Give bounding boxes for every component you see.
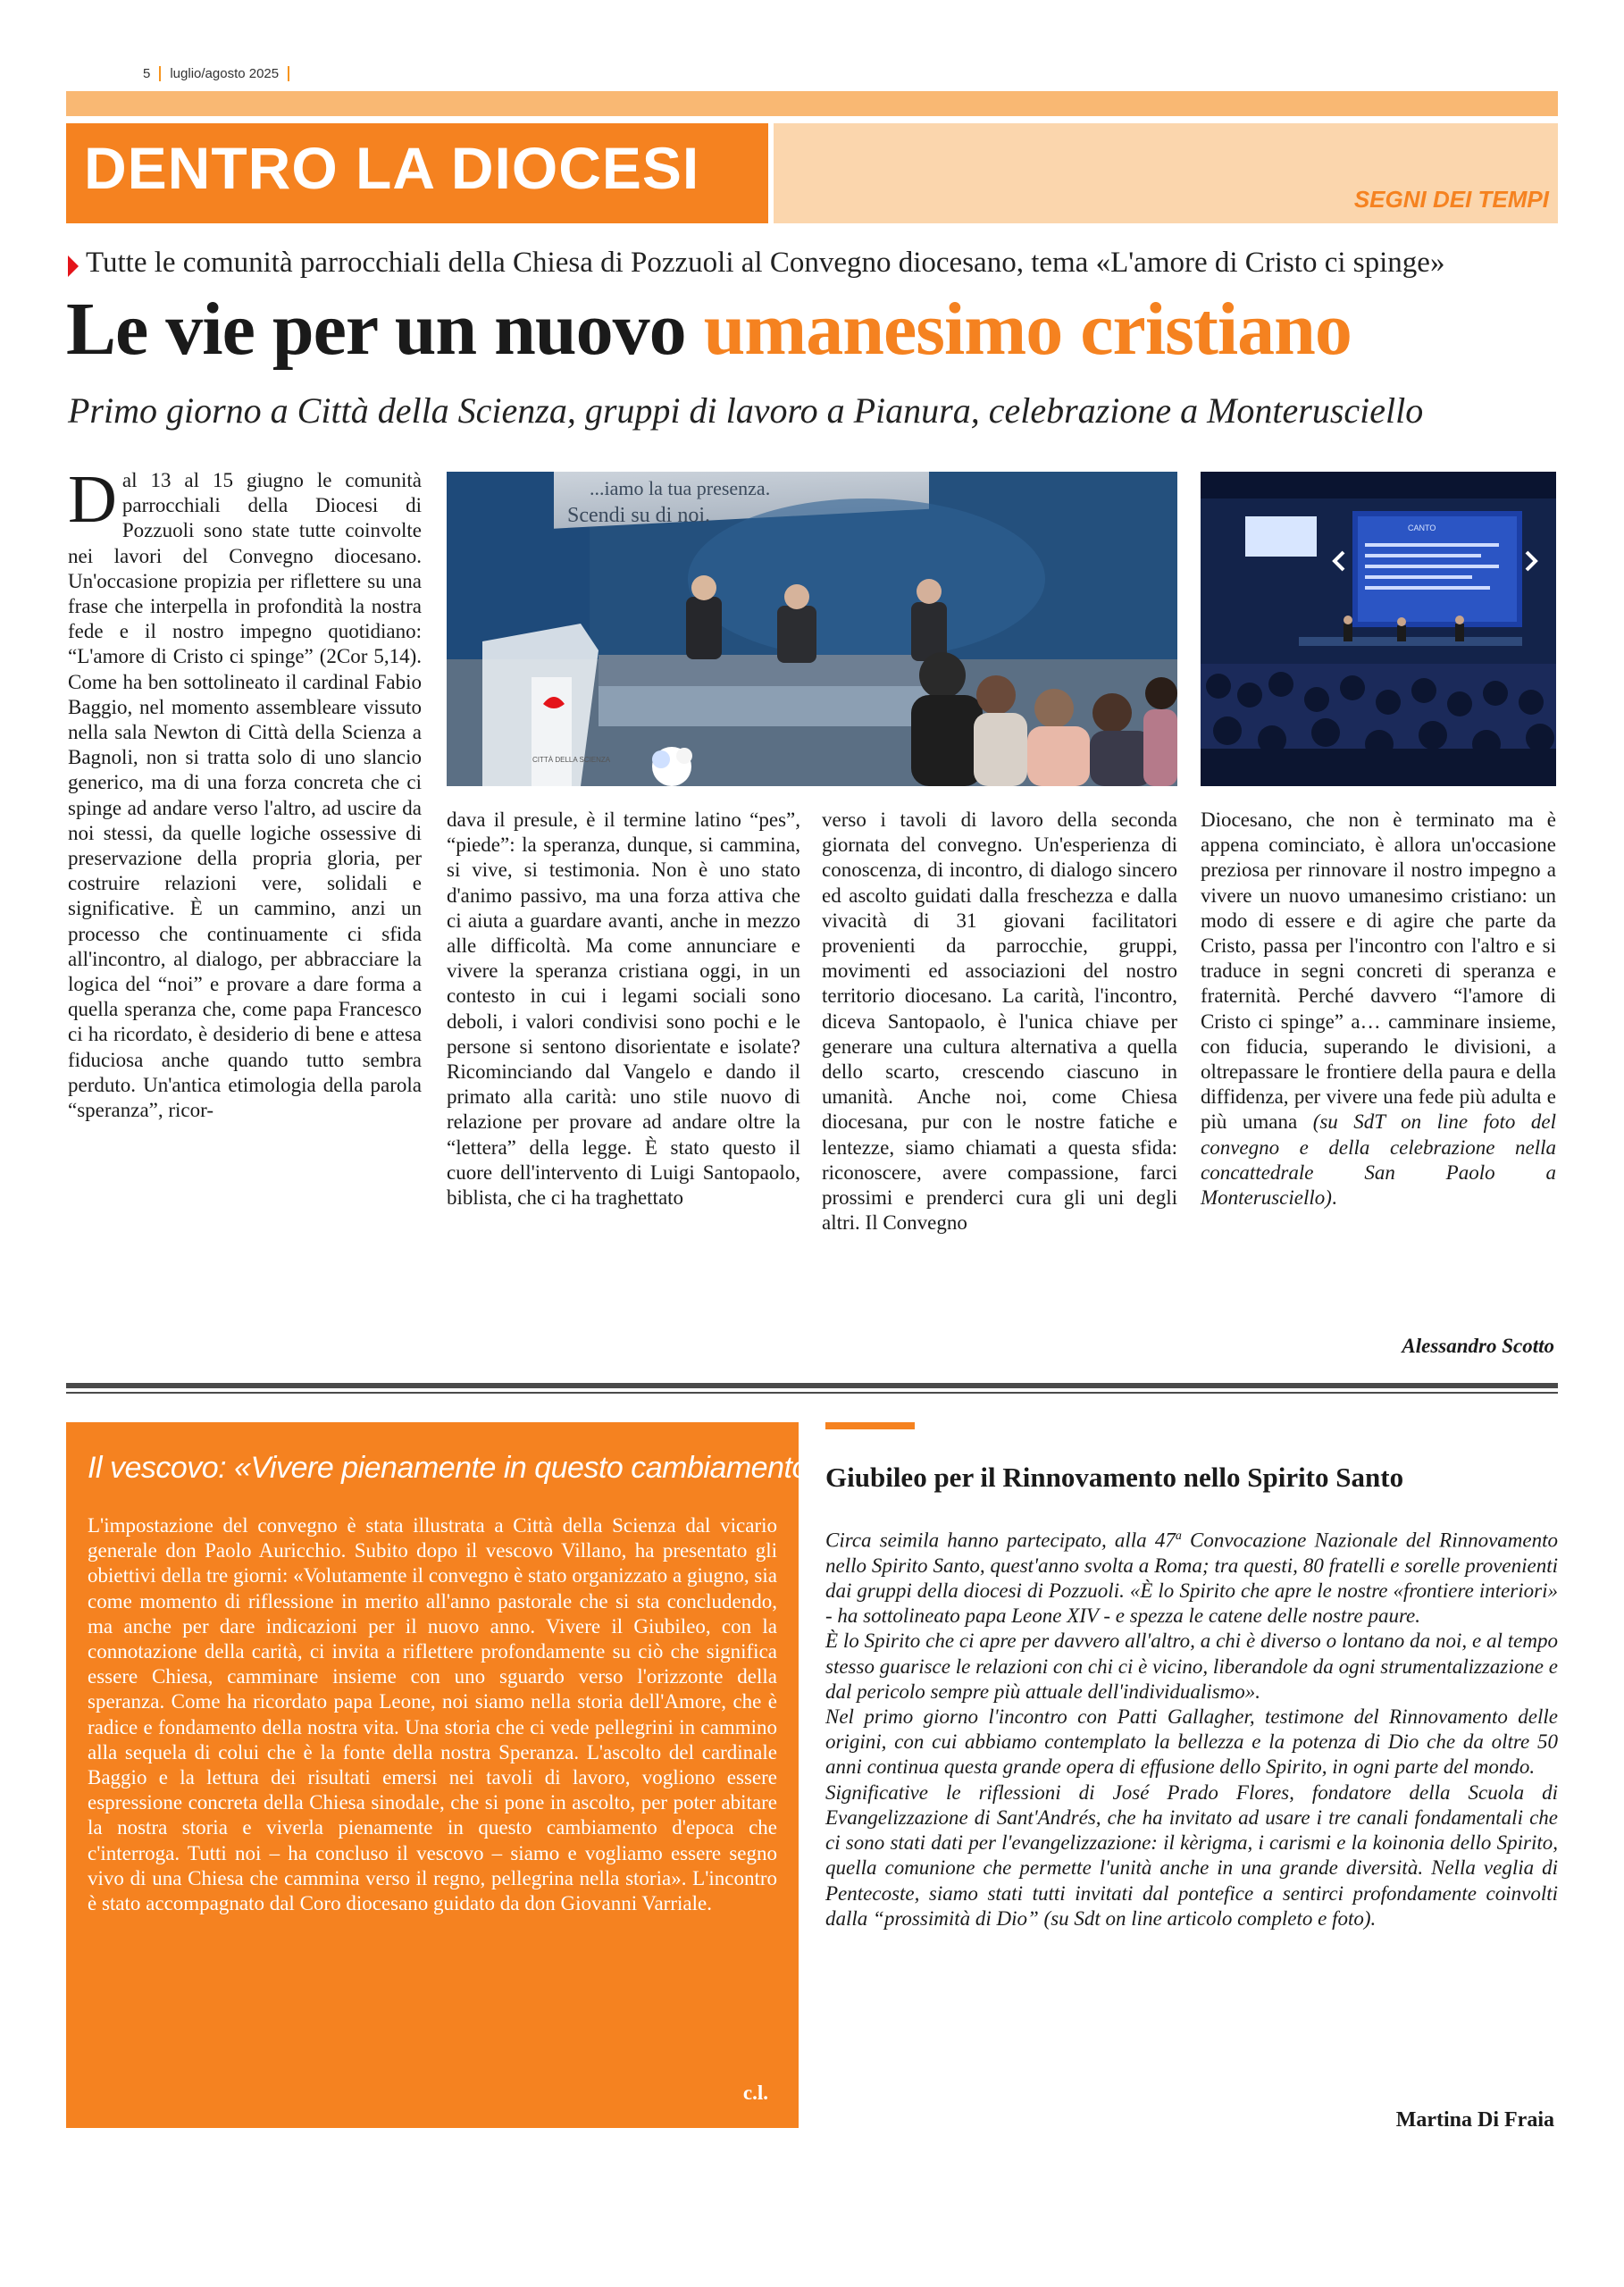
column-tag: SEGNI DEI TEMPI	[1353, 186, 1549, 213]
jubilee-paragraph-3: Nel primo giorno l'incontro con Patti Gallagher, testimone del Rinnovamento delle origini, con cui abbiamo contemplato la bellezza e la potenza di Dio che da oltre 50 anni continua questa grande opera di effusione dello Spirito, in ogni parte del mondo.	[825, 1705, 1558, 1779]
kicker: Tutte le comunità parrocchiali della Chiesa di Pozzuoli al Convegno diocesano, tema «L'amore di Cristo ci spinge»	[86, 247, 1445, 279]
header-stripe	[66, 91, 1558, 116]
section-divider	[66, 1383, 1558, 1388]
photo-assembly-hall	[1201, 472, 1556, 786]
jubilee-accent-bar	[825, 1422, 915, 1429]
jubilee-title: Giubileo per il Rinnovamento nello Spirito Santo	[825, 1462, 1404, 1493]
ordinal-superscript: a	[1175, 1529, 1182, 1543]
headline-part-2: umanesimo cristiano	[703, 288, 1352, 371]
jubilee-paragraph-4: Significative le riflessioni di José Prado Flores, fondatore della Scuola di Evangelizzazione di Sant'Andrés, che ha invitato ad usare i tre canali fondamentali che ci sono stati dati per l'evangelizzazione: il kèrigma, i carismi e la koinonia dello Spirito, quella comunione che permette l'unità anche in una grande diversità. Nella veglia di Pentecoste, siamo stati tutti invitati dal pontefice a sentirci profondamente coinvolti dalla “prossimità di Dio” (su Sdt on line articolo completo e foto).	[825, 1780, 1558, 1930]
column-1-text: al 13 al 15 giugno le comunità parrocchiali della Diocesi di Pozzuoli sono state tutte coinvolte nei lavori del Convegno diocesano. Un'occasione propizia per riflettere su una frase che interpella in profondità la nostra fede e il nostro impegno quotidiano: “L'amore di Cristo ci spinge” (2Cor 5,14). Come ha ben sottolineato il cardinal Fabio Baggio, nel momento assembleare vissuto nella sala Newton di Città della Scienza a Bagnoli, non si tratta solo di uno slancio generico, ma di una forza concreta che ci spinge ad andare verso l'altro, ad uscire da noi stessi, da quelle logiche ossessive di preservazione della propria gloria, per costruire relazioni vere, solidali e significative. È un cammino, anzi un processo che continuamente ci sfida all'incontro, al dialogo, per abbracciare la logica del “noi” e provare a dare forma a quella speranza che, come papa Francesco ci ha ricordato, è desiderio di bene e attesa fiduciosa anche quando tutto sembra perduto. Un'antica etimologia della parola “speranza”, ricor-	[68, 469, 422, 1122]
section-divider-thin	[66, 1392, 1558, 1394]
photo-2-illustration	[1201, 472, 1556, 786]
subheadline: Primo giorno a Città della Scienza, gruppi di lavoro a Pianura, celebrazione a Monterusciello	[68, 390, 1424, 431]
photo-1-illustration	[447, 472, 1177, 786]
banner-text: Scendi su di noi.	[567, 504, 710, 527]
bishop-box-signature: c.l.	[742, 2082, 768, 2104]
column-4-note: (su SdT on line foto del convegno e della celebrazione nella concattedrale San Paolo a Monterusciello)	[1201, 1110, 1556, 1210]
article-author: Alessandro Scotto	[1402, 1335, 1554, 1357]
kicker-arrow-icon	[68, 256, 79, 277]
article-column-4	[1201, 808, 1556, 1211]
jubilee-body	[825, 1524, 1558, 1931]
jubilee-paragraph-2: È lo Spirito che ci apre per davvero all'altro, a chi è diverso o lontano da noi, e al tempo stesso guarisce le relazioni con chi ci è vicino, liberandole da ogni strumentalizzazione e dal pericolo sempre più attuale dell'individualismo».	[825, 1629, 1558, 1703]
screen-title: CANTO	[1408, 524, 1436, 532]
podium-logo-text: CITTÀ DELLA SCIENZA	[532, 756, 611, 764]
article-column-1	[68, 462, 422, 1123]
jubilee-p1-rest: Convocazione Nazionale del Rinnovamento nello Spirito Santo, quest'anno svolta a Roma; tra questi, 80 fratelli e sorelle provenienti dai gruppi della diocesi di Pozzuoli. «È lo Spirito che apre le nostre «frontiere interiori» - ha sottolineato papa Leone XIV - e spezza le catene delle nostre paure.	[825, 1529, 1558, 1628]
page-number: 5	[143, 66, 161, 81]
drop-cap: D	[68, 462, 117, 537]
section-title: DENTRO LA DIOCESI	[84, 135, 700, 201]
banner-text-top: ...iamo la tua presenza.	[590, 477, 771, 499]
jubilee-paragraph-1	[825, 1524, 1558, 1629]
column-4-text: Diocesano, che non è terminato ma è appena cominciato, è allora un'occasione preziosa per rinnovare il nostro impegno a vivere un nuovo umanesimo cristiano: un modo di essere e di agire che parte da Cristo, passa per l'incontro con l'altro e si traduce in segni concreti di speranza e fraternità. Perché davvero “l'amore di Cristo ci spinge” a… camminare insieme, con fiducia, superando le divisioni, a oltrepassare le frontiere della paura e della diffidenza, per vivere una fede più adulta e più umana	[1201, 808, 1556, 1134]
headline	[66, 286, 1352, 373]
article-column-3: verso i tavoli di lavoro della seconda giornata del convegno. Un'esperienza di conoscenza, di incontro, di dialogo sincero ed ascolto guidati dalla freschezza e dalla vivacità di 31 giovani facilitatori provenienti da parrocchie, gruppi, movimenti ed associazioni del nostro territorio diocesano. La carità, l'incontro, diceva Santopaolo, è l'unica chiave per generare una cultura alternativa a quella dello scarto, crescendo ciascuno in umanità. Anche noi, come Chiesa diocesana, pur con le nostre fatiche e lentezze, siamo chiamati a questa sfida: riconoscere, avere compassione, farci prossimi e prenderci cura gli uni degli altri. Il Convegno	[822, 808, 1177, 1235]
photo-conference-stage	[447, 472, 1177, 786]
bishop-box-text: L'impostazione del convegno è stata illustrata a Città della Scienza dal vicario generale don Paolo Auricchio. Subito dopo il vescovo Villano, ha presentato gli obiettivi della tre giorni: «Volutamente il convegno è stato organizzato a giugno, sia come momento di riflessione in merito all'anno pastorale che si sta concludendo, ma anche per dare indicazioni per il nuovo anno. Vivere il Giubileo, con la connotazione della carità, ci invita a riflettere profondamente su ciò che significa essere Chiesa, camminare insieme con uno sguardo verso l'orizzonte della speranza. Come ha ricordato papa Leone, noi siamo nella storia dell'Amore, che è radice e fondamento della nostra vita. Una storia che ci vede pellegrini in cammino alla sequela di colui che è la fonte della nostra Speranza. L'ascolto del cardinale Baggio e la lettura dei risultati emersi nei tavoli di lavoro, vogliono essere espressione concreta della Chiesa sinodale, che si pone in ascolto, per poter abitare la nostra storia e viverla pienamente in questo cambiamento d'epoca che c'interroga. Tutti noi – ha concluso il vescovo – siamo e vogliamo essere segno vivo di una Chiesa che cammina verso il regno, pellegrina nella storia». L'incontro è stato accompagnato dal Coro diocesano guidato da don Giovanni Varriale.	[88, 1514, 777, 1915]
headline-part-1: Le vie per un nuovo	[66, 288, 704, 371]
bishop-box-title: Il vescovo: «Vivere pienamente in questo cambiamento d'epoca»	[88, 1451, 935, 1485]
jubilee-p1-start: Circa seimila hanno partecipato, alla 47	[825, 1529, 1176, 1552]
article-column-2: dava il presule, è il termine latino “pes”, “piede”: la speranza, dunque, si cammina, si vive, si testimonia. Non è uno stato d'animo passivo, ma una forza attiva che ci aiuta a guardare avanti, anche in mezzo alle difficoltà. Ma come annunciare e vivere la speranza cristiana oggi, in un contesto in cui i legami sociali sono deboli, i valori condivisi sono pochi e le persone si sentono disorientate e isolate? Ricominciando dal Vangelo e dando il primato alla carità: uno stile nuovo di relazione per provare ad andare oltre la “lettera” della legge. È stato questo il cuore dell'intervento di Luigi Santopaolo, biblista, che ci ha traghettato	[447, 808, 800, 1210]
jubilee-author: Martina Di Fraia	[1395, 2108, 1554, 2132]
page-info	[143, 66, 289, 81]
issue-date: luglio/agosto 2025	[170, 66, 289, 81]
column-4-end: .	[1331, 1186, 1337, 1210]
